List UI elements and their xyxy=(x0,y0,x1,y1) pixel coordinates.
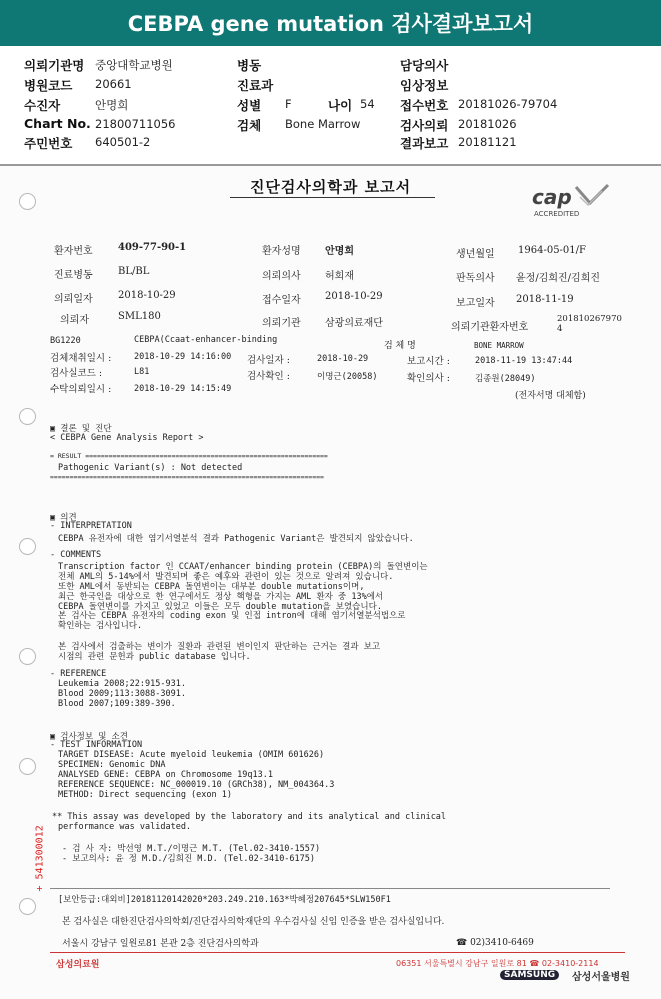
punch-hole xyxy=(19,538,36,555)
grid-label-report-date: 보고일자 xyxy=(456,298,495,309)
label-resident-no: 주민번호 xyxy=(24,136,73,151)
grid-label-institution-patient-no: 의뢰기관환자번호 xyxy=(451,322,529,333)
label-sex: 성별 xyxy=(237,98,262,113)
banner-title: CEBPA gene mutation 검사결과보고서 xyxy=(127,12,534,36)
hospital-address-phone: 06351 서울특별시 강남구 일원로 81 ☎ 02-3410-2114 xyxy=(396,959,599,968)
grid-value-patient-no: 409-77-90-1 xyxy=(118,242,187,253)
value-confirming-doctor: 김종원(28049) xyxy=(475,374,536,384)
value-chart-no: 21800711056 xyxy=(95,117,176,131)
grid-value-report-date: 2018-11-19 xyxy=(516,294,574,305)
assay-note-line: ** This assay was developed by the laboratory and its analytical and clinical xyxy=(52,812,447,822)
label-attending-doctor: 담당의사 xyxy=(400,58,449,73)
grid-value-requester: SML180 xyxy=(118,311,161,322)
value-accession-no: 20181026-79704 xyxy=(458,97,558,111)
reference-heading: - REFERENCE xyxy=(50,669,107,679)
label-consign-time: 수탁의뢰일시 : xyxy=(50,384,112,395)
value-hospital-code: 20661 xyxy=(95,77,132,91)
value-examinee: 안명희 xyxy=(95,98,129,112)
label-hospital-code: 병원코드 xyxy=(24,78,73,93)
cap-accredited-logo xyxy=(528,183,613,223)
security-line: [보안등급:대외비]20181120142020*203.249.210.163*박혜정207645*SLW150F1 xyxy=(58,895,391,905)
test-specimen-value: BONE MARROW xyxy=(474,341,524,350)
grid-value-requesting-doctor: 허희재 xyxy=(325,271,354,282)
label-chart-no: Chart No. xyxy=(24,116,91,131)
value-result-report: 20181121 xyxy=(458,135,517,149)
value-report-time: 2018-11-19 13:47:44 xyxy=(475,356,573,366)
punch-hole xyxy=(19,898,36,915)
assay-note-line: performance was validated. xyxy=(58,822,192,832)
comment-line: 전체 AML의 5-14%에서 발견되며 좋은 예후와 관련이 있는 것으로 알려져 있습니다. xyxy=(58,572,394,582)
grid-label-birthdate: 생년월일 xyxy=(456,249,495,260)
grid-label-patient-name: 환자성명 xyxy=(262,246,301,257)
comment-line: 또한 AML에서 동반되는 CEBPA 돌연변이는 대부분 double mutations이며, xyxy=(58,582,365,592)
comment-line: CEBPA 돌연변이를 가지고 있었고 이들은 모두 double mutation을 보였습니다. xyxy=(58,602,382,612)
report-banner xyxy=(0,0,661,46)
value-collection-time: 2018-10-29 14:16:00 xyxy=(134,352,232,362)
value-test-request: 20181026 xyxy=(458,117,517,131)
lab-address: 서울시 강남구 일원로81 본관 2층 진단검사의학과 xyxy=(62,939,259,949)
grid-label-requesting-institution: 의뢰기관 xyxy=(262,318,301,329)
value-test-date: 2018-10-29 xyxy=(317,354,369,364)
label-department: 진료과 xyxy=(237,78,274,93)
test-specimen-label: 검 체 명 xyxy=(384,341,416,351)
value-resident-no: 640501-2 xyxy=(95,135,151,149)
label-lab-code: 검사실코드 : xyxy=(50,368,103,379)
grid-label-patient-no: 환자번호 xyxy=(54,246,93,257)
vertical-stamp-number-box xyxy=(32,812,48,892)
punch-hole xyxy=(19,408,36,425)
reference-item: Leukemia 2008;22:915-931. xyxy=(58,679,186,689)
label-report-time: 보고시간 : xyxy=(407,356,450,367)
label-accession-no: 접수번호 xyxy=(400,98,449,113)
label-clinical-info: 임상정보 xyxy=(400,78,449,93)
label-test-confirm: 검사확인 : xyxy=(247,371,290,382)
comment-line: 시점의 관련 문헌과 public database 입니다. xyxy=(58,652,251,662)
samsung-medical-center-logo: 삼성의료원 xyxy=(56,960,100,970)
value-lab-code: L81 xyxy=(134,367,150,377)
test-code: BG1220 xyxy=(50,336,81,346)
result-separator: = RESULT ============================================================== xyxy=(50,452,328,460)
value-test-confirm: 이명근(20058) xyxy=(317,372,378,382)
label-examinee: 수진자 xyxy=(24,98,61,113)
result-end-separator: ====================================================================== xyxy=(50,473,324,481)
value-sex: F xyxy=(285,97,292,111)
label-result-report: 결과보고 xyxy=(400,136,449,151)
opinion-heading: ▣ 의견 xyxy=(50,513,77,523)
test-info-line: SPECIMEN: Genomic DNA xyxy=(58,760,166,770)
samsung-seoul-hospital-name: 삼성서울병원 xyxy=(572,972,630,983)
test-info-line: - TEST INFORMATION xyxy=(50,740,143,750)
certification-text: 본 검사실은 대한진단검사의학회/진단검사의학재단의 우수검사실 신임 인증을 받은 검사실입니다. xyxy=(62,917,445,927)
test-info-line: METHOD: Direct sequencing (exon 1) xyxy=(58,790,232,800)
staff-line: - 검 사 자: 박선영 M.T./이명근 M.T. (Tel.02-3410-1557) xyxy=(62,844,321,854)
footer-divider xyxy=(50,888,610,889)
label-collection-time: 검체채취일시 : xyxy=(50,353,112,364)
lab-phone: ☎ 02)3410-6469 xyxy=(456,938,534,948)
label-requesting-institution: 의뢰기관명 xyxy=(24,58,85,73)
grid-value-patient-name: 안명희 xyxy=(325,246,354,257)
reference-item: Blood 2009;113:3088-3091. xyxy=(58,689,186,699)
value-requesting-institution: 중앙대학교병원 xyxy=(95,58,173,72)
cap-accredited-text: ACCREDITED xyxy=(534,210,580,218)
title-underline xyxy=(230,197,435,198)
pathogenic-variant-result: Pathogenic Variant(s) : Not detected xyxy=(58,463,243,473)
reference-item: Blood 2007;109:389-390. xyxy=(58,699,176,709)
comment-line: 본 검사는 CEBPA 유전자의 coding exon 및 인접 intron에 대해 염기서열분석법으로 xyxy=(58,611,406,621)
report-title: 진단검사의학과 보고서 xyxy=(249,178,412,196)
value-specimen: Bone Marrow xyxy=(285,117,361,131)
patient-header xyxy=(0,46,661,164)
comment-line: 본 검사에서 검출하는 변이가 질환과 관련된 변이인지 판단하는 근거는 결과 보고 xyxy=(58,642,381,652)
label-confirming-doctor: 확인의사 : xyxy=(407,373,450,384)
grid-label-request-date: 의뢰일자 xyxy=(54,294,93,305)
vertical-stamp-number: + 541300012 xyxy=(34,825,46,892)
conclusion-heading: ▣ 결론 및 진단 xyxy=(50,424,112,434)
grid-value-receipt-date: 2018-10-29 xyxy=(325,291,383,302)
grid-label-requesting-doctor: 의뢰의사 xyxy=(262,271,301,282)
cap-logo-text: cap xyxy=(532,185,572,209)
test-info-heading: ▣ 검사정보 및 소견 xyxy=(50,732,128,742)
label-ward: 병동 xyxy=(237,58,262,73)
grid-value-request-date: 2018-10-29 xyxy=(118,290,176,301)
analysis-report-subtitle: < CEBPA Gene Analysis Report > xyxy=(50,433,204,443)
grid-value-ward: BL/BL xyxy=(118,266,150,277)
grid-label-requester: 의뢰자 xyxy=(60,315,89,326)
grid-value-institution-patient-no-cont: 4 xyxy=(557,324,563,334)
interpretation-heading: - INTERPRETATION xyxy=(50,521,132,531)
label-test-date: 검사일자 : xyxy=(247,355,290,366)
interpretation-text: CEBPA 유전자에 대한 염기서열분석 결과 Pathogenic Variant은 발견되지 않았습니다. xyxy=(58,534,414,544)
comment-line: 확인하는 검사입니다. xyxy=(58,621,143,631)
grid-value-institution-patient-no: 201810267970 xyxy=(557,314,622,324)
grid-value-reading-doctor: 윤정/김희진/김희진 xyxy=(516,273,601,284)
punch-hole xyxy=(19,648,36,665)
samsung-logo: SAMSUNG xyxy=(500,970,559,980)
value-age: 54 xyxy=(360,97,375,111)
test-info-line: TARGET DISEASE: Acute myeloid leukemia (OMIM 601626) xyxy=(58,750,325,760)
label-test-request: 검사의뢰 xyxy=(400,118,449,133)
grid-value-birthdate: 1964-05-01/F xyxy=(518,245,586,256)
label-age: 나이 xyxy=(328,98,353,113)
grid-label-receipt-date: 접수일자 xyxy=(262,295,301,306)
label-specimen: 검체 xyxy=(237,118,262,133)
test-info-line: ANALYSED GENE: CEBPA on Chromosome 19q13.1 xyxy=(58,770,273,780)
test-info-line: REFERENCE SEQUENCE: NC_000019.10 (GRCh38), NM_004364.3 xyxy=(58,780,335,790)
test-name: CEBPA(Ccaat-enhancer-binding xyxy=(134,335,278,345)
grid-value-requesting-institution: 삼광의료재단 xyxy=(325,318,383,329)
punch-hole xyxy=(19,758,36,775)
value-consign-time: 2018-10-29 14:15:49 xyxy=(134,384,232,394)
grid-label-reading-doctor: 판독의사 xyxy=(456,273,495,284)
bottom-red-rule xyxy=(50,952,625,953)
comment-line: 최근 한국인을 대상으로 한 연구에서도 정상 핵형을 가지는 AML 환자 중 13%에서 xyxy=(58,592,384,602)
electronic-signature-note: (전자서명 대체함) xyxy=(515,391,586,401)
comment-line: Transcription factor 인 CCAAT/enhancer binding protein (CEBPA)의 돌연변이는 xyxy=(58,562,428,572)
comments-heading: - COMMENTS xyxy=(50,550,102,560)
grid-label-ward: 진료병동 xyxy=(54,270,93,281)
staff-line: - 보고의사: 윤 정 M.D./김희진 M.D. (Tel.02-3410-6175) xyxy=(62,854,316,864)
